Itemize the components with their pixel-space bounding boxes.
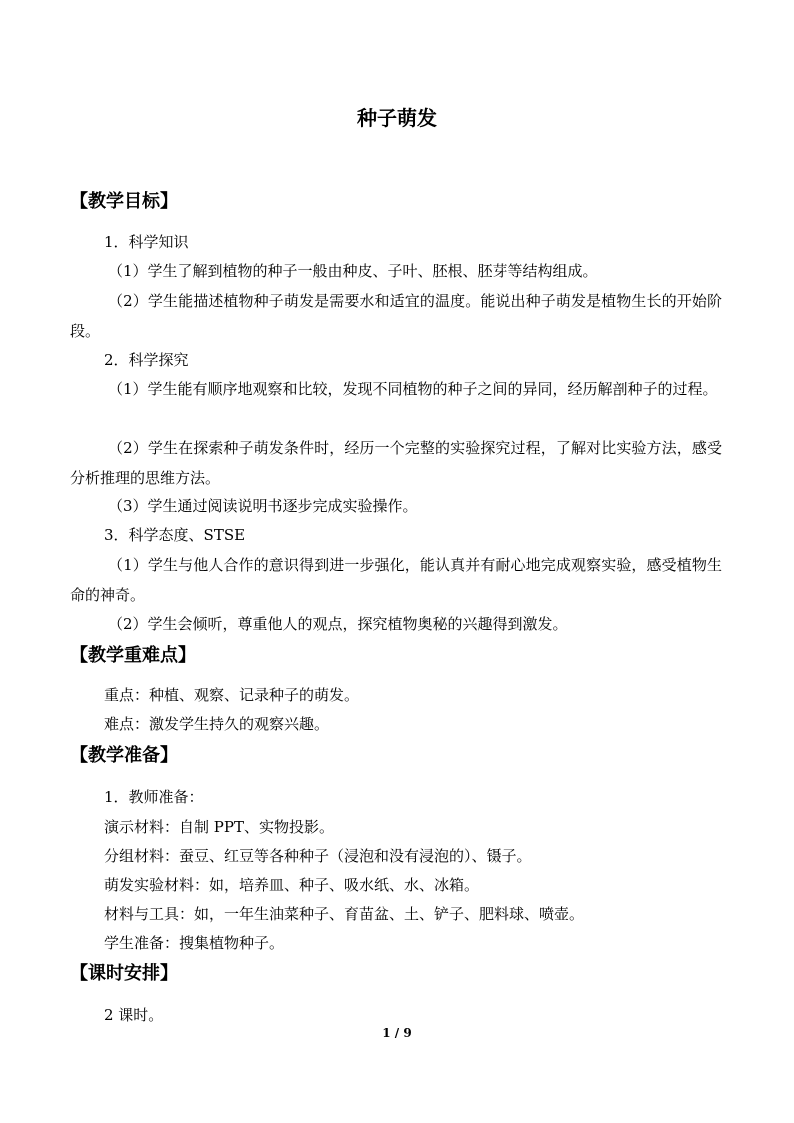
keypoints-focus: 重点：种植、观察、记录种子的萌发。 — [104, 686, 360, 704]
goals-item-2-paragraph-2: （2）学生在探索种子萌发条件时，经历一个完整的实验探究过程，了解对比实验方法，感受分析推理的思维方法。 — [70, 439, 722, 487]
page-number: 1 / 9 — [382, 1026, 412, 1040]
goals-item-3-paragraph-1: （1）学生与他人合作的意识得到进一步强化，能认真并有耐心地完成观察实验，感受植物生命的神奇。 — [70, 556, 722, 604]
prep-tools: 材料与工具：如，一年生油菜种子、育苗盆、土、铲子、肥料球、喷壶。 — [104, 905, 585, 923]
prep-student: 学生准备：搜集植物种子。 — [104, 934, 285, 952]
document-title: 种子萌发 — [357, 106, 437, 130]
goals-item-2-paragraph-3: （3）学生通过阅读说明书逐步完成实验操作。 — [108, 497, 418, 515]
prep-group-materials: 分组材料：蚕豆、红豆等各种种子（浸泡和没有浸泡的）、镊子。 — [104, 847, 532, 865]
schedule-text: 2 课时。 — [104, 1006, 164, 1024]
section-heading-keypoints: 【教学重难点】 — [70, 645, 196, 666]
goals-item-2-paragraph-1: （1）学生能有顺序地观察和比较，发现不同植物的种子之间的异同，经历解剖种子的过程。 — [108, 380, 718, 398]
prep-germination-materials: 萌发实验材料：如，培养皿、种子、吸水纸、水、冰箱。 — [104, 876, 480, 894]
keypoints-difficulty: 难点：激发学生持久的观察兴趣。 — [104, 715, 330, 733]
goals-item-3: 3．科学态度、STSE — [104, 526, 246, 544]
goals-item-3-paragraph-2: （2）学生会倾听，尊重他人的观点，探究植物奥秘的兴趣得到激发。 — [108, 615, 568, 633]
prep-item-1: 1．教师准备： — [104, 788, 204, 806]
goals-item-1-paragraph-1: （1）学生了解到植物的种子一般由种皮、子叶、胚根、胚芽等结构组成。 — [108, 262, 598, 280]
goals-item-1: 1．科学知识 — [104, 233, 189, 251]
goals-item-1-paragraph-2: （2）学生能描述植物种子萌发是需要水和适宜的温度。能说出种子萌发是植物生长的开始阶段。 — [70, 292, 722, 340]
goals-item-2: 2．科学探究 — [104, 351, 189, 369]
prep-demo-materials: 演示材料：自制 PPT、实物投影。 — [104, 818, 334, 836]
section-heading-prep: 【教学准备】 — [70, 745, 178, 766]
section-heading-schedule: 【课时安排】 — [70, 963, 178, 984]
section-heading-goals: 【教学目标】 — [70, 191, 178, 212]
